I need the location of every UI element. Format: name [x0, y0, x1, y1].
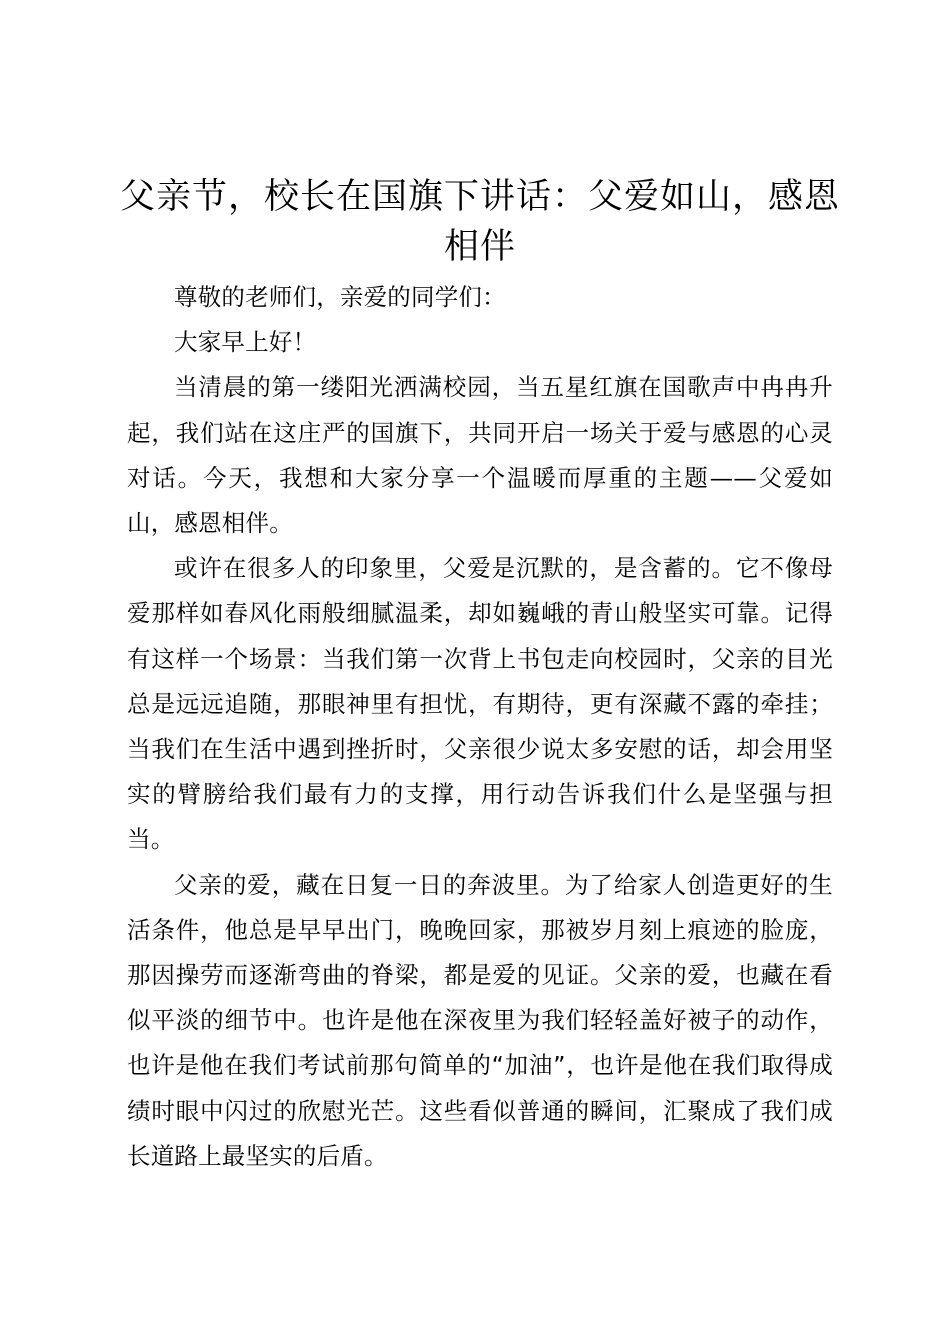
- paragraph-daily-love: 父亲的爱，藏在日复一日的奔波里。为了给家人创造更好的生活条件，他总是早早出门，晚晚回家，那被岁月刻上痕迹的脸庞，那因操劳而逐渐弯曲的脊梁，都是爱的见证。父亲的爱，也藏在看似平淡的细节中。也许是他在深夜里为我们轻轻盖好被子的动作，也许是他在我们考试前那句简单的“加油”，也许是他在我们取得成绩时眼中闪过的欣慰光芒。这些看似普通的瞬间，汇聚成了我们成长道路上最坚实的后盾。: [127, 870, 833, 1170]
- paragraph-greeting: 尊敬的老师们，亲爱的同学们：: [174, 283, 506, 311]
- paragraph-morning: 大家早上好！: [174, 328, 317, 357]
- document-title: 父亲节，校长在国旗下讲话：父爱如山，感恩相伴: [119, 177, 840, 267]
- paragraph-silent-love: 或许在很多人的印象里，父爱是沉默的，是含蓄的。它不像母爱那样如春风化雨般细腻温柔，却如巍峨的青山般坚实可靠。记得有这样一个场景：当我们第一次背上书包走向校园时，父亲的目光总是远远追随，那眼神里有担忧，有期待，更有深藏不露的牵挂；当我们在生活中遇到挫折时，父亲很少说太多安慰的话，却会用坚实的臂膀给我们最有力的支撑，用行动告诉我们什么是坚强与担当。: [127, 554, 833, 854]
- paragraph-intro: 当清晨的第一缕阳光洒满校园，当五星红旗在国歌声中冉冉升起，我们站在这庄严的国旗下，共同开启一场关于爱与感恩的心灵对话。今天，我想和大家分享一个温暖而厚重的主题——父爱如山，感恩相伴。: [127, 373, 833, 538]
- document-body: [127, 275, 833, 1179]
